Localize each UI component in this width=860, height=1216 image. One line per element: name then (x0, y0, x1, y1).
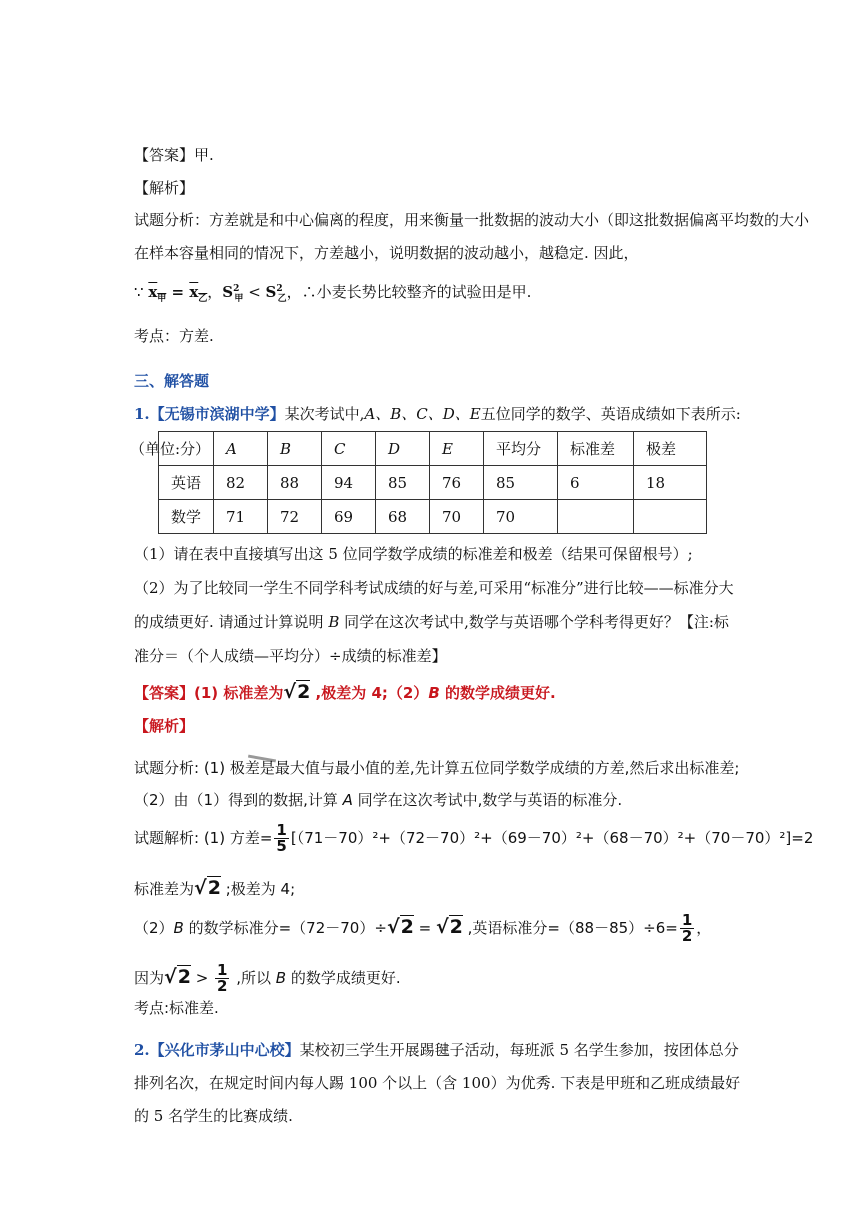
sqrt-2-std: √2 (194, 877, 221, 899)
table-cell: D (376, 432, 430, 466)
prev-answer: 【答案】甲. (134, 146, 214, 164)
table-cell: C (322, 432, 376, 466)
table-cell: 85 (376, 466, 430, 500)
less-than-symbol: < (243, 283, 266, 301)
table-cell: 6 (558, 466, 634, 500)
q1-solution-4: 因为√2 > $\frac{1}{2}$ ,所以 B 的数学成绩更好. (134, 961, 401, 995)
q1-analysis-label: 【解析】 (134, 717, 195, 735)
prev-analysis-label: 【解析】 (134, 179, 195, 197)
fraction-one-fifth: $\frac{1}{5}$ (276, 821, 287, 855)
q1-sub2-line1: （2）为了比较同一学生不同学科考试成绩的好与差,可采用“标准分”进行比较——标准分大 (134, 579, 734, 597)
section-title: 三、解答题 (134, 372, 210, 390)
q1-kaodian: 考点:标准差. (134, 999, 219, 1017)
table-cell: 18 (634, 466, 707, 500)
table-cell: 76 (430, 466, 484, 500)
score-table-real (158, 431, 707, 534)
q1-number-source: 1.【无锡市滨湖中学】 (134, 405, 285, 423)
q1-stem-part2: 五位同学的数学、英语成绩如下表所示: (480, 405, 741, 423)
comma: ， (207, 283, 223, 301)
sqrt-2-divisor: √2 (386, 916, 414, 938)
q1-stem (134, 404, 741, 424)
table-cell: 平均分 (484, 432, 558, 466)
prev-analysis-text-2: 在样本容量相同的情况下，方差越小，说明数据的波动越小，越稳定. 因此， (134, 244, 639, 262)
table-cell: 94 (322, 466, 376, 500)
sqrt-2-result: √2 (435, 916, 463, 938)
fraction-one-half: $\frac{1}{2}$ (681, 911, 693, 945)
because-symbol: ∵ (134, 283, 144, 301)
sqrt-2-compare: √2 (164, 966, 191, 988)
q1-unit-label-main: （单位:分） (130, 440, 211, 458)
table-row (159, 500, 707, 534)
q1-analysis-2: （2）由（1）得到的数据,计算 A 同学在这次考试中,数学与英语的标准分. (134, 791, 623, 809)
table-cell: E (430, 432, 484, 466)
q1-solution-2: 标准差为√2 ;极差为 4; (134, 877, 296, 899)
table-cell: 69 (322, 500, 376, 534)
table-cell: 71 (214, 500, 268, 534)
q2-line-1: 2.【兴化市茅山中心校】某校初三学生开展踢毽子活动，每班派 5 名学生参加，按团体总分 (134, 1041, 739, 1059)
q1-analysis-1: 试题分析: (1) 极差是最大值与最小值的差,先计算五位同学数学成绩的方差,然后求出标准差; (134, 759, 740, 777)
fraction-one-half-compare: $\frac{1}{2}$ (217, 961, 228, 995)
table-cell: 85 (484, 466, 558, 500)
table-cell: 英语 (159, 466, 214, 500)
q1-sub1: （1）请在表中直接填写出这 5 位同学数学成绩的标准差和极差（结果可保留根号）; (134, 545, 693, 563)
q1-sub2-line2: 的成绩更好. 请通过计算说明 B 同学在这次考试中,数学与英语哪个学科考得更好？【注:标 (134, 613, 729, 631)
table-cell (558, 500, 634, 534)
q1-solution-3: （2）B 的数学标准分=（72－70）÷√2 = √2 ,英语标准分=（88－85）÷6= $\frac{1}{2}$ ， (134, 911, 712, 945)
table-cell: 标准差 (558, 432, 634, 466)
table-cell: A (214, 432, 268, 466)
q2-line-3: 的 5 名学生的比赛成绩. (134, 1107, 293, 1125)
prev-kaodian: 考点：方差. (134, 327, 214, 345)
table-cell (634, 500, 707, 534)
mean-x-yi: $x_乙$ (189, 283, 208, 304)
table-cell: 70 (484, 500, 558, 534)
q2-line-2: 排列名次，在规定时间内每人踢 100 个以上（含 100）为优秀. 下表是甲班和乙班成绩最好 (134, 1074, 741, 1092)
table-row (159, 466, 707, 500)
table-header-row (159, 432, 707, 466)
table-cell: 70 (430, 500, 484, 534)
table-cell: B (268, 432, 322, 466)
table-cell: 72 (268, 500, 322, 534)
variance-s-yi: $S^2_乙$ (265, 283, 287, 304)
q1-stem-part1: 某次考试中, (284, 405, 365, 423)
table-cell: 82 (214, 466, 268, 500)
table-cell: 88 (268, 466, 322, 500)
equals-symbol: = (166, 283, 190, 301)
q1-solution-1: 试题解析: (1) 方差= $\frac{1}{5}$ [（71－70）²+（72－70）²+（69－70）²+（68－70）²+（70－70）²]=2 (134, 821, 814, 855)
mean-x-jia: $x_甲$ (148, 283, 167, 304)
table-cell (159, 432, 214, 466)
q1-answer: 【答案】(1) 标准差为√2 ,极差为 4;（2）B 的数学成绩更好. (134, 681, 556, 703)
q1-stem-vars: A、B、C、D、E (364, 405, 481, 423)
variance-s-jia: $S^2_甲$ (222, 283, 244, 304)
q1-sub2-line3: 准分＝（个人成绩—平均分）÷成绩的标准差】 (134, 647, 447, 665)
conclusion-text: ，∴小麦长势比较整齐的试验田是甲. (286, 283, 532, 301)
prev-formula (134, 279, 531, 309)
table-cell: 极差 (634, 432, 707, 466)
table-cell: 68 (376, 500, 430, 534)
table-cell: 数学 (159, 500, 214, 534)
prev-analysis-text-1: 试题分析：方差就是和中心偏离的程度，用来衡量一批数据的波动大小（即这批数据偏离平均数的大小 (134, 211, 810, 229)
sqrt-2-answer: √2 (283, 681, 311, 703)
